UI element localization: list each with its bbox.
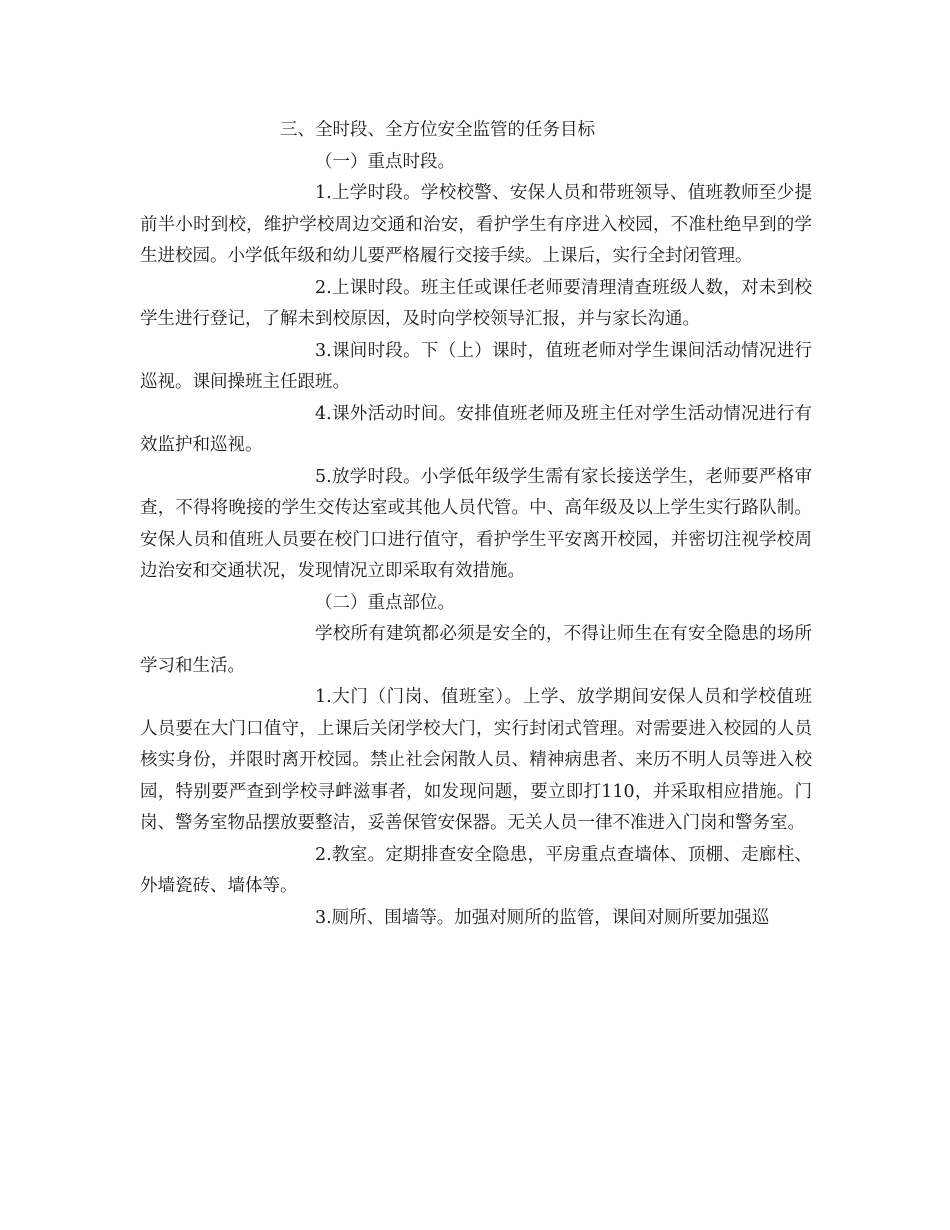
- paragraph-gate: 1.大门（门岗、值班室）。上学、放学期间安保人员和学校值班人员要在大门口值守，上课后关闭学校大门，实行封闭式管理。对需要进入校园的人员核实身份，并限时离开校园。禁止社会闲散人员、精神病患者、来历不明人员等进入校园，特别要严查到学校寻衅滋事者，如发现问题，要立即打110，并采取相应措施。门岗、警务室物品摆放要整洁，妥善保管安保器。无关人员一律不准进入门岗和警务室。: [140, 687, 812, 833]
- paragraph-class-time: 2.上课时段。班主任或课任老师要清理清查班级人数，对未到校学生进行登记，了解未到校原因，及时向学校领导汇报，并与家长沟通。: [140, 277, 812, 329]
- paragraph-toilets-walls: 3.厕所、围墙等。加强对厕所的监管，课间对厕所要加强巡: [315, 907, 770, 928]
- subsection-title-key-periods: （一）重点时段。: [315, 151, 455, 172]
- paragraph-arrival: 1.上学时段。学校校警、安保人员和带班领导、值班教师至少提前半小时到校，维护学校周边交通和治安，看护学生有序进入校园，不准杜绝早到的学生进校园。小学低年级和幼儿要严格履行交接手续。上课后，实行全封闭管理。: [140, 183, 812, 266]
- paragraph-break-time: 3.课间时段。下（上）课时，值班老师对学生课间活动情况进行巡视。课间操班主任跟班。: [140, 340, 812, 392]
- subsection-title-key-locations: （二）重点部位。: [315, 592, 455, 613]
- paragraph-classroom: 2.教室。定期排查安全隐患，平房重点查墙体、顶棚、走廊柱、外墙瓷砖、墙体等。: [140, 844, 812, 896]
- paragraph-buildings: 学校所有建筑都必须是安全的，不得让师生在有安全隐患的场所学习和生活。: [140, 624, 812, 676]
- paragraph-dismissal: 5.放学时段。小学低年级学生需有家长接送学生，老师要严格审查，不得将晚接的学生交传达室或其他人员代管。中、高年级及以上学生实行路队制。安保人员和值班人员要在校门口进行值守，看护学生平安离开校园，并密切注视学校周边治安和交通状况，发现情况立即采取有效措施。: [140, 466, 812, 581]
- document-body: [140, 115, 812, 934]
- section-title: 三、全时段、全方位安全监管的任务目标: [280, 120, 595, 140]
- paragraph-activity-time: 4.课外活动时间。安排值班老师及班主任对学生活动情况进行有效监护和巡视。: [140, 403, 812, 455]
